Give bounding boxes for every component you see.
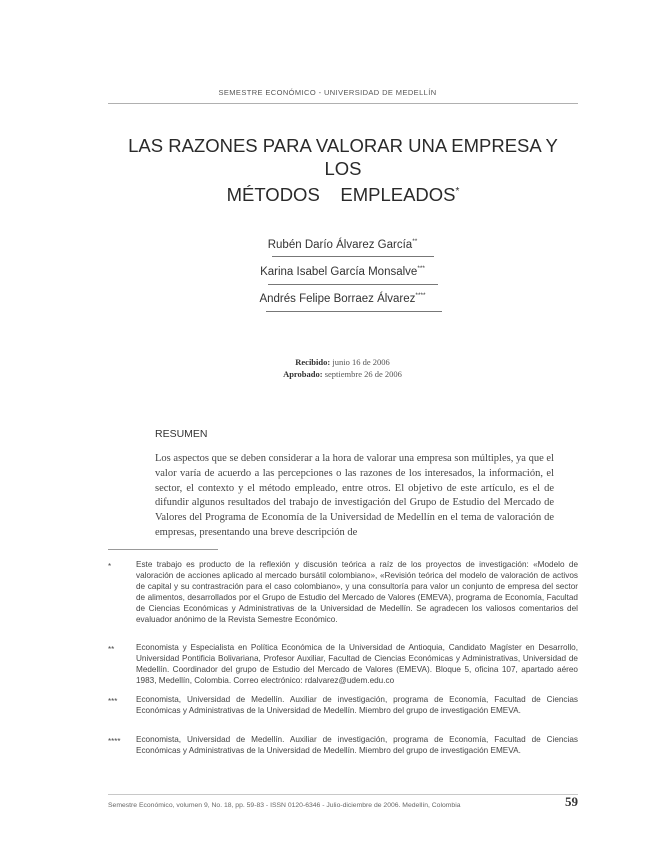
footer-citation: Semestre Económico, volumen 9, No. 18, pp. 59-83 - ISSN 0120-6346 - Julio-diciembre de 2006. Medellín, Colombia [108, 802, 461, 809]
author-2-rule [268, 284, 438, 285]
footnote-3-text: Economista, Universidad de Medellín. Auxiliar de investigación, programa de Economía, Facultad de Ciencias Económicas y Administrativas de la Universidad de Medellín. Miembro del grupo de investigación EMEVA. [136, 695, 578, 715]
footer-divider [108, 794, 578, 795]
approved-label: Aprobado: [283, 369, 323, 379]
footnote-4-mark: **** [108, 737, 121, 746]
received-date-line [200, 357, 485, 367]
title-line-2 [108, 180, 578, 206]
author-2 [200, 265, 485, 278]
author-1-name: Rubén Darío Álvarez García [267, 238, 413, 251]
article-title [108, 134, 578, 206]
header-divider [108, 103, 578, 104]
running-header: SEMESTRE ECONÓMICO - UNIVERSIDAD DE MEDELLÍN [218, 88, 437, 97]
title-footnote-mark: * [455, 186, 460, 197]
footnote-4-text: Economista, Universidad de Medellín. Auxiliar de investigación, programa de Economía, Facultad de Ciencias Económicas y Administrativas de la Universidad de Medellín. Miembro del grupo de investigación EMEVA. [136, 735, 578, 755]
received-label: Recibido: [295, 357, 331, 367]
abstract-body: Los aspectos que se deben considerar a la hora de valorar una empresa son múltiples, ya que el valor varía de acuerdo a las percepciones o las razones de los interesados, la información, el sector, el contexto y el método empleado, entre otros. El objetivo de este artículo, es el de difundir algunos resultados del trabajo de investigación del Grupo de Estudio del Mercado de Valores del Programa de Economía de la Universidad de Medellín en el tema de valoración de empresas, presentando una breve descripción de [155, 453, 554, 538]
approved-date: septiembre 26 de 2006 [324, 369, 402, 379]
footnote-2-mark: ** [108, 645, 115, 654]
footnote-1-text: Este trabajo es producto de la reflexión y discusión teórica a raíz de los proyectos de investigación: «Modelo de valoración de acciones aplicado al mercado bursátil colombiano», «Revisión teórica del modelo de valoración de activos de capital y su contrastración para el caso colombiano», y una consultoría para valor un conjunto de empresa del sector de alimentos, desarrollados por el Grupo de Estudio del Mercado de Valores (EMEVA), programa de Economía, Facultad de Ciencias Económicas y Administrativas de la Universidad de Medellín. Se agradecen los valiosos comentarios del evaluador anónimo de la Revista Semestre Económico. [136, 560, 578, 624]
abstract-heading: RESUMEN [155, 428, 208, 440]
author-1-mark: ** [412, 238, 418, 245]
footnote-divider [108, 549, 218, 550]
approved-date-line [200, 369, 485, 379]
author-2-mark: *** [417, 265, 425, 272]
title-line-2-text: MÉTODOS EMPLEADOS [226, 184, 456, 206]
author-1 [200, 238, 485, 251]
footnote-2-text: Economista y Especialista en Política Económica de la Universidad de Antioquia, Candidato Magíster en Desarrollo, Universidad Pontificia Bolivariana, Profesor Auxiliar, Facultad de Ciencias Económicas y Administrativas, Universidad de Medellín. Coordinador del grupo de Estudio del Mercado de Valores (EMEVA). Bloque 5, oficina 107, apartado aéreo 1983, Medellín, Colombia. Correo electrónico: rdalvarez@udem.edu.co [136, 643, 578, 685]
page-number: 59 [565, 794, 578, 809]
author-3-name: Andrés Felipe Borraez Álvarez [259, 292, 416, 305]
footnote-3-mark: *** [108, 697, 118, 706]
footnote-1-mark: * [108, 562, 112, 571]
author-1-rule [272, 256, 434, 257]
author-3 [200, 292, 485, 305]
author-3-rule [266, 311, 442, 312]
author-3-mark: **** [415, 292, 426, 299]
author-2-name: Karina Isabel García Monsalve [260, 265, 418, 278]
title-line-1: LAS RAZONES PARA VALORAR UNA EMPRESA Y LOS [128, 135, 558, 179]
received-date: junio 16 de 2006 [332, 357, 390, 367]
